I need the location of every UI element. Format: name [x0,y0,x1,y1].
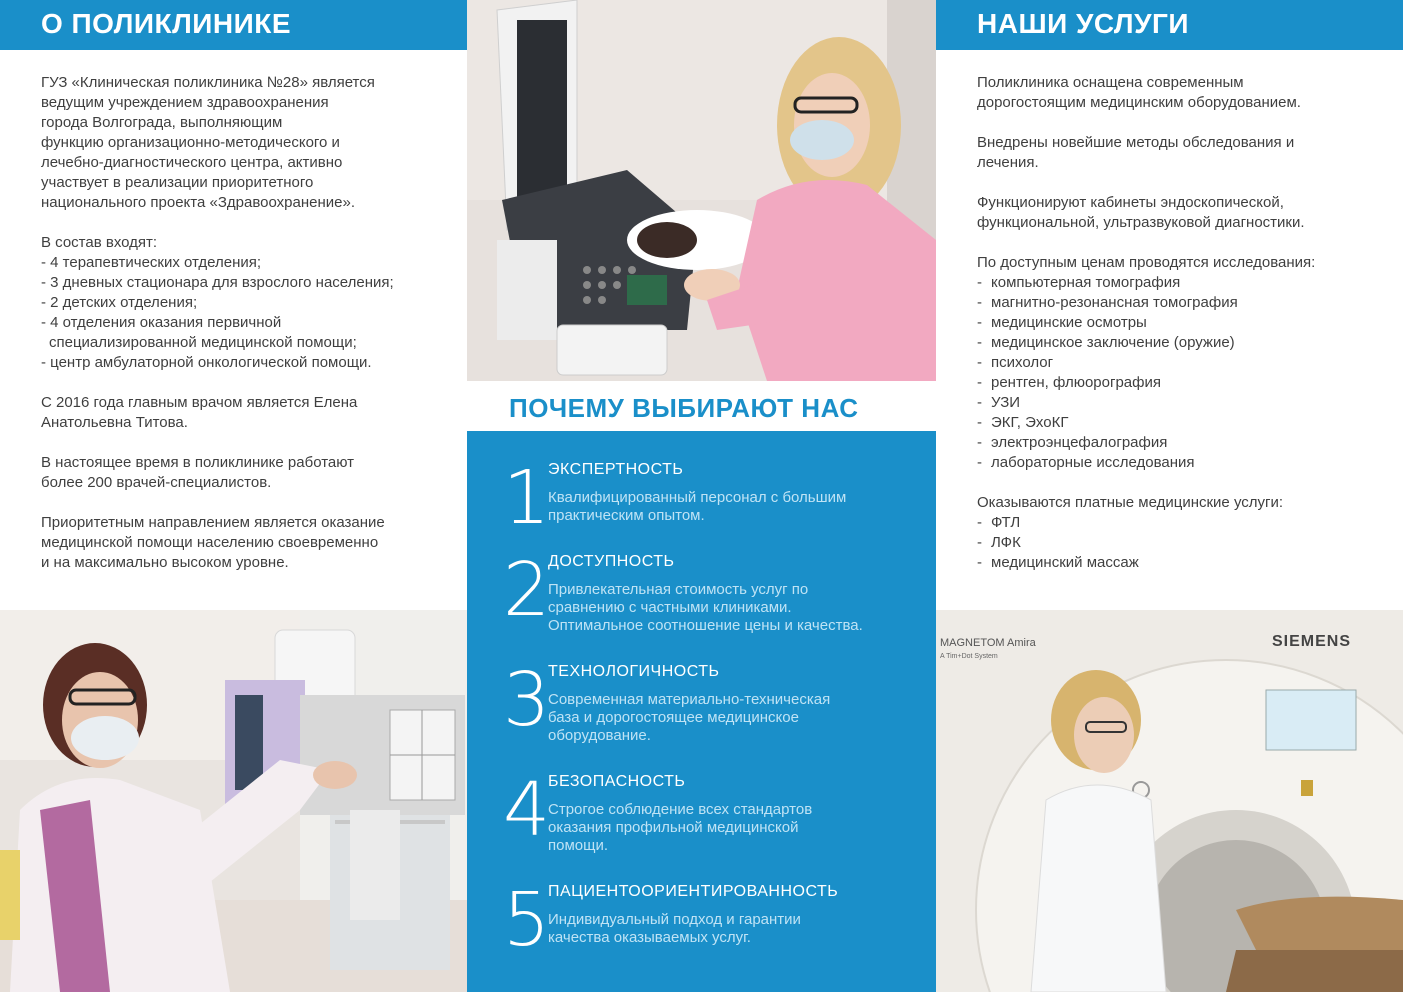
mri-photo [936,610,1403,992]
why-description [548,691,918,745]
staff-line: более 200 врачей-специалистов. [41,474,272,491]
why-description [548,801,918,855]
why-title: ПОЧЕМУ ВЫБИРАЮТ НАС [509,393,859,423]
why-desc-line: Привлекательная стоимость услуг по [548,581,809,598]
paid-label: Оказываются платные медицинские услуги: [977,494,1284,511]
services-equipment [977,73,1377,113]
mri-sub-text: A Tim+Dot System [940,653,998,660]
why-desc-line: Строгое соблюдение всех стандартов [548,801,813,818]
paid-list [977,513,1377,573]
why-desc-line: оборудование. [548,727,651,744]
about-composition [41,233,441,373]
priority-line: и на максимально высоком уровне. [41,554,289,571]
about-chief [41,393,441,433]
services-methods [977,133,1377,173]
composition-label: В состав входят: [41,234,158,251]
composition-item: - 4 терапевтических отделения; [41,254,262,271]
why-panel [467,431,936,992]
services-header [936,0,1403,50]
why-number: 5 [503,877,551,963]
why-description [548,489,918,525]
about-header [0,0,467,50]
services-title: НАШИ УСЛУГИ [977,8,1189,39]
list-item: - компьютерная томография [977,274,1181,291]
cabinets-line: функциональной, ультразвуковой диагностики. [977,214,1305,231]
intro-line: национального проекта «Здравоохранение». [41,194,355,211]
composition-item: - центр амбулаторной онкологической помощи. [41,354,372,371]
xray-photo [0,610,467,992]
why-desc-line: помощи. [548,837,609,854]
list-item: - магнитно-резонансная томография [977,294,1238,311]
why-heading: ЭКСПЕРТНОСТЬ [548,461,684,478]
about-title: О ПОЛИКЛИНИКЕ [41,8,292,39]
composition-item: - 3 дневных стационара для взрослого населения; [41,274,394,291]
staff-line: В настоящее время в поликлинике работают [41,454,355,471]
intro-line: ГУЗ «Клиническая поликлиника №28» является [41,74,375,91]
why-number: 4 [503,767,551,853]
mri-brand-text: SIEMENS [1272,633,1352,650]
cabinets-line: Функционируют кабинеты эндоскопической, [977,194,1284,211]
why-number: 1 [503,455,551,541]
why-heading: ТЕХНОЛОГИЧНОСТЬ [548,663,720,680]
equipment-line: Поликлиника оснащена современным [977,74,1244,91]
why-number: 2 [503,547,551,633]
why-desc-line: сравнению с частными клиниками. [548,599,792,616]
list-item: - УЗИ [977,394,1021,411]
list-item: - медицинское заключение (оружие) [977,334,1235,351]
equipment-line: дорогостоящим медицинским оборудованием. [977,94,1301,111]
why-desc-line: база и дорогостоящее медицинское [548,709,799,726]
why-heading: ПАЦИЕНТООРИЕНТИРОВАННОСТЬ [548,883,839,900]
methods-line: Внедрены новейшие методы обследования и [977,134,1295,151]
methods-line: лечения. [977,154,1039,171]
about-staff [41,453,441,493]
list-item: - лабораторные исследования [977,454,1195,471]
why-desc-line: практическим опытом. [548,507,705,524]
about-intro [41,73,441,213]
services-column [936,0,1403,992]
why-heading: ДОСТУПНОСТЬ [548,553,675,570]
research-list [977,273,1377,473]
list-item: - ФТЛ [977,514,1021,531]
list-item: - электроэнцефалография [977,434,1168,451]
about-column [0,0,467,992]
intro-line: функцию организационно-методического и [41,134,340,151]
paid-block [977,493,1377,573]
about-priority [41,513,441,573]
priority-line: Приоритетным направлением является оказание [41,514,385,531]
intro-line: участвует в реализации приоритетного [41,174,314,191]
composition-item: - 2 детских отделения; [41,294,198,311]
intro-line: ведущим учреждением здравоохранения [41,94,329,111]
research-block [977,253,1377,473]
why-desc-line: Индивидуальный подход и гарантии [548,911,801,928]
intro-line: города Волгограда, выполняющим [41,114,283,131]
priority-line: медицинской помощи населению своевременно [41,534,379,551]
chief-line: Анатольевна Титова. [41,414,188,431]
services-cabinets [977,193,1377,233]
why-heading: БЕЗОПАСНОСТЬ [548,773,686,790]
why-desc-line: качества оказываемых услуг. [548,929,751,946]
list-item: - медицинские осмотры [977,314,1147,331]
why-desc-line: Квалифицированный персонал с большим [548,489,847,506]
why-description [548,911,918,947]
why-column [467,0,936,992]
composition-item: специализированной медицинской помощи; [49,334,357,351]
mri-model-text: MAGNETOM Amira [940,637,1036,649]
why-description [548,581,918,635]
ultrasound-photo [467,0,936,381]
why-desc-line: Современная материально-техническая [548,691,831,708]
list-item: - ЛФК [977,534,1021,551]
composition-item: - 4 отделения оказания первичной [41,314,282,331]
list-item: - медицинский массаж [977,554,1139,571]
services-text [977,73,1377,573]
research-label: По доступным ценам проводятся исследования: [977,254,1316,271]
why-number: 3 [503,657,551,743]
why-header [467,381,936,431]
about-text [41,73,441,593]
why-desc-line: Оптимальное соотношение цены и качества. [548,617,863,634]
list-item: - психолог [977,354,1054,371]
list-item: - рентген, флюорография [977,374,1161,391]
intro-line: лечебно-диагностического центра, активно [41,154,343,171]
why-desc-line: оказания профильной медицинской [548,819,799,836]
list-item: - ЭКГ, ЭхоКГ [977,414,1069,431]
chief-line: С 2016 года главным врачом является Елена [41,394,358,411]
